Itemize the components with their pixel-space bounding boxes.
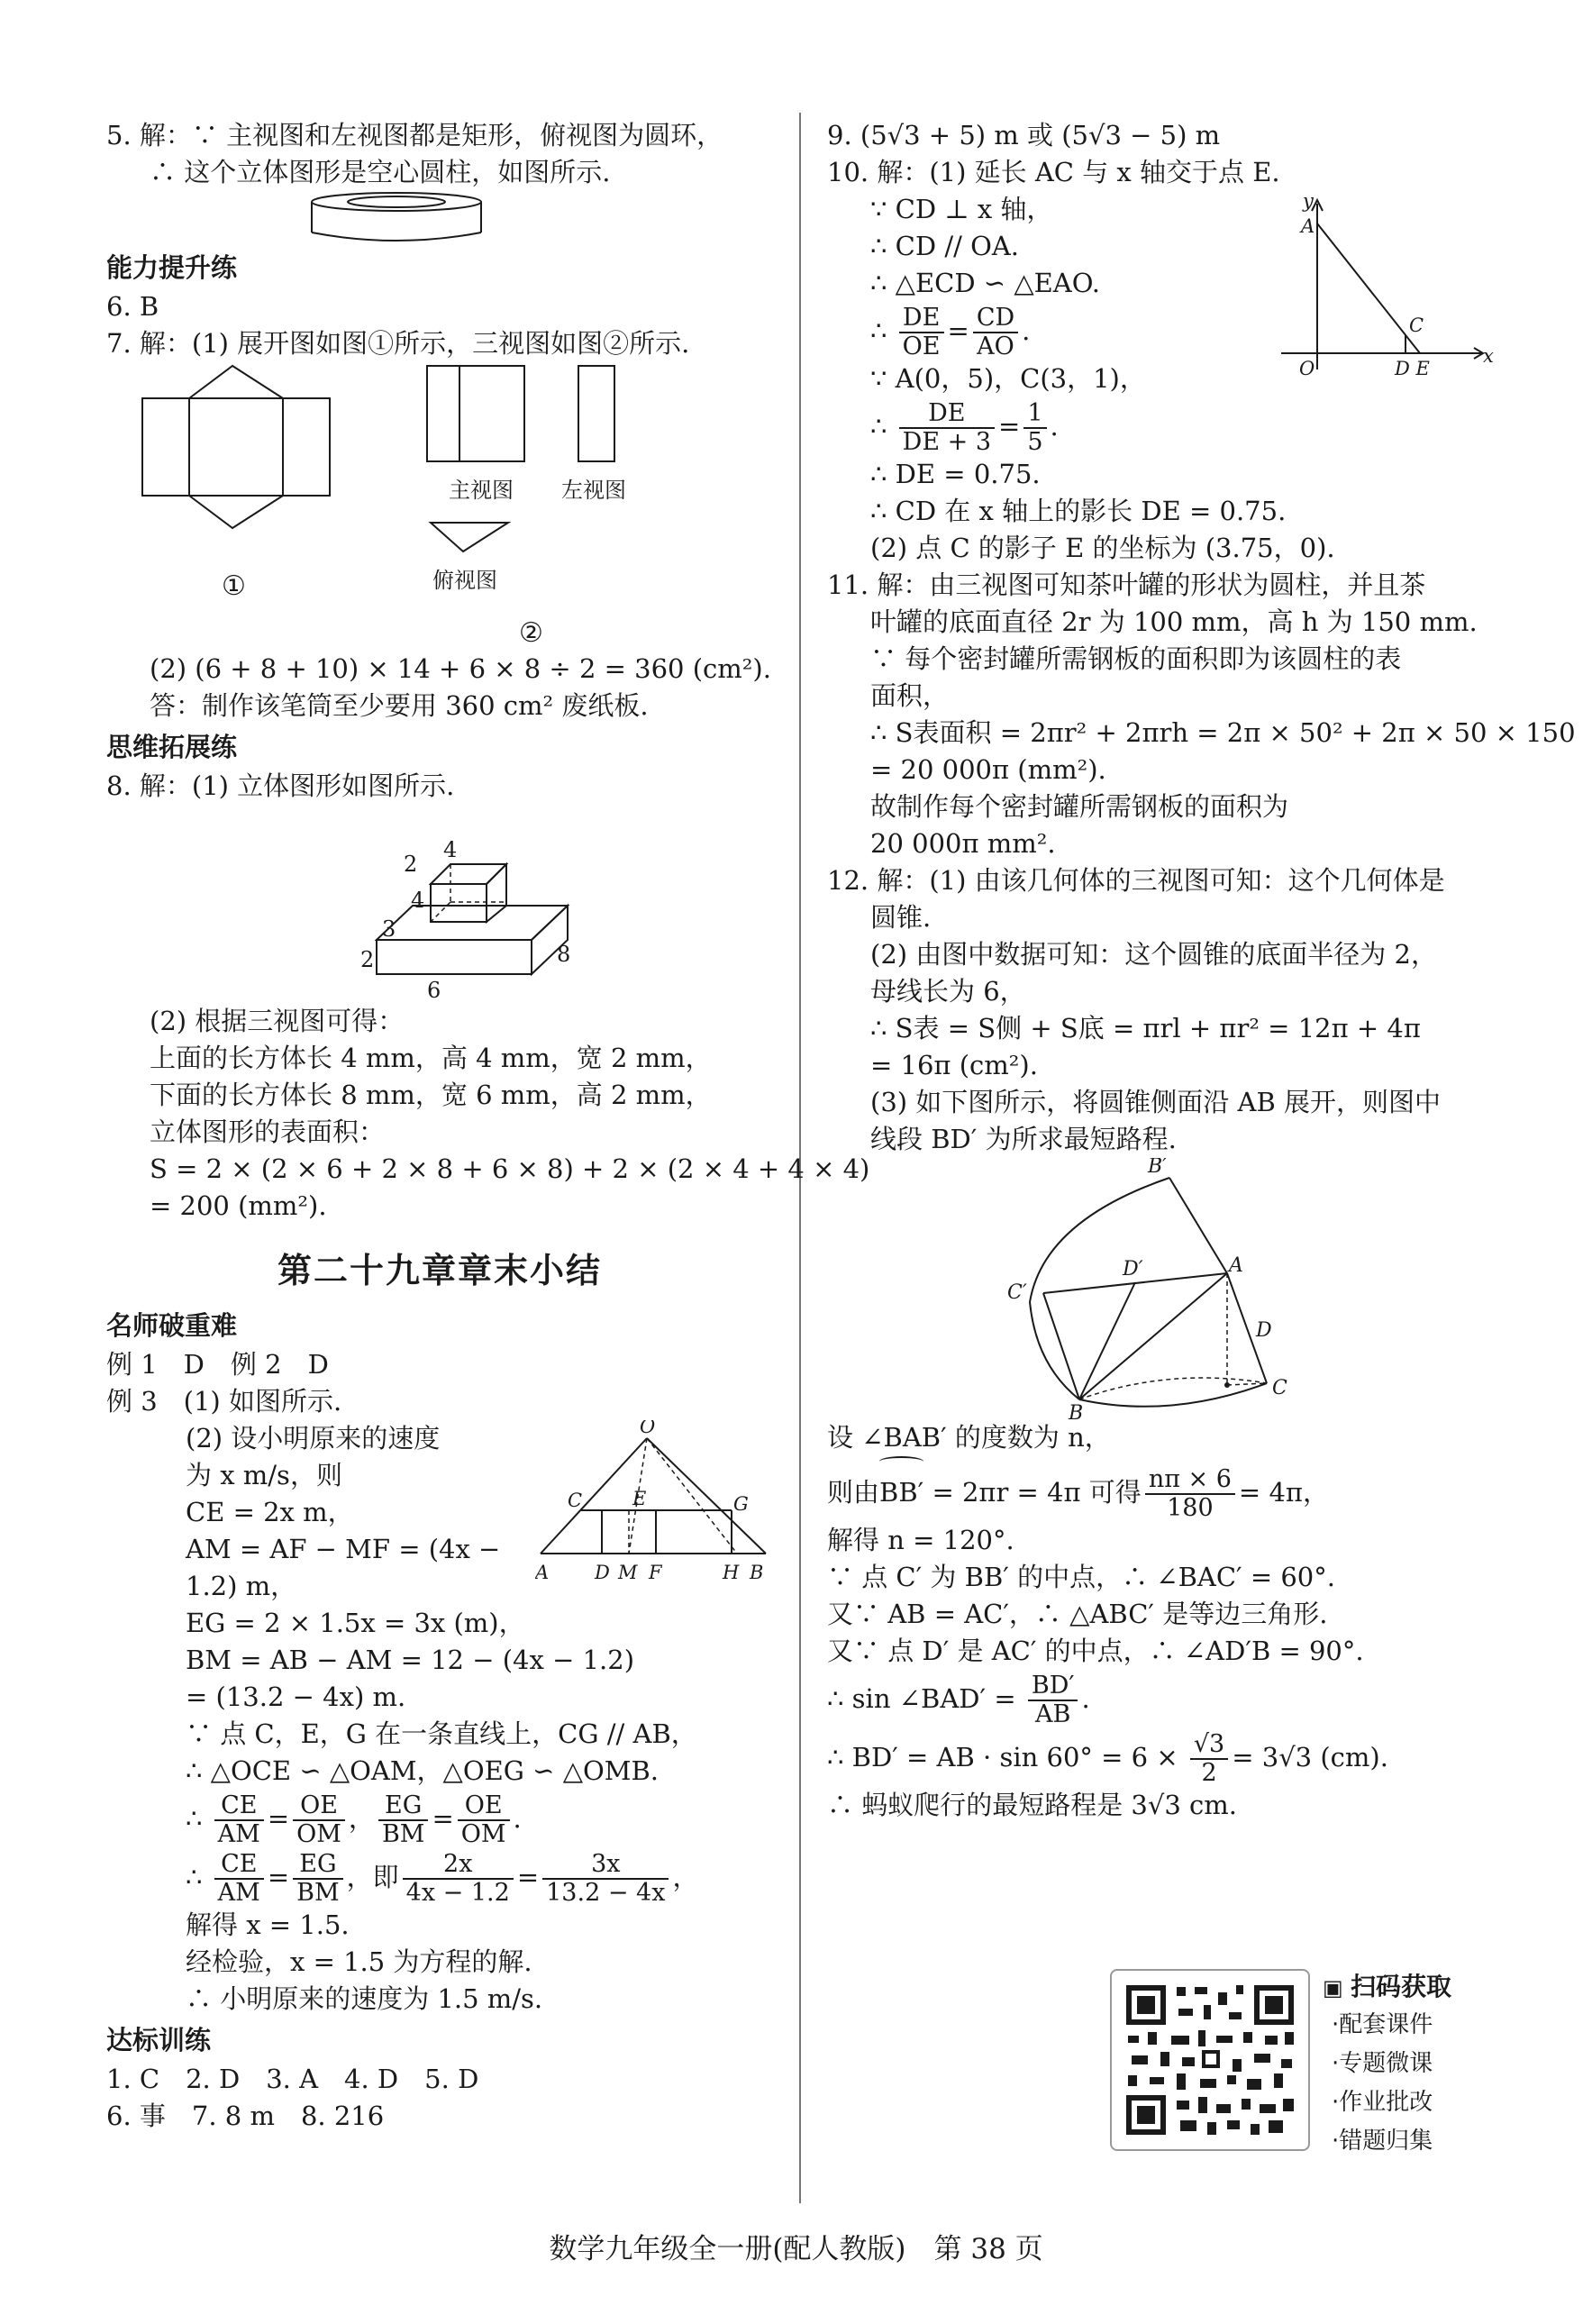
fig8-label-2-bottom: 2: [360, 947, 375, 972]
q7-part2-line1: (2) (6 + 8 + 10) × 14 + 6 × 8 ÷ 2 = 360 (cm²).: [150, 653, 771, 684]
ex3-line6: EG = 2 × 1.5x = 3x (m)，: [186, 1608, 525, 1638]
fraction: [378, 1792, 429, 1848]
arc-bb-prime: [879, 1456, 923, 1521]
fraction: [293, 1792, 345, 1848]
denominator: 2: [1201, 1759, 1217, 1787]
ex3-proportion-2: ∴ $\frac{CE}{AM}$ = $\frac{EG}{BM}$ ，即 $\frac{2x}{4x - 1.2}$ = $\frac{3x}{13.2 - 4x}$ ，: [186, 1850, 699, 1907]
denominator: OE: [902, 333, 941, 360]
section-ability: 能力提升练: [106, 252, 238, 283]
fraction: [1028, 1672, 1078, 1728]
bd-text: ∴ BD′ = AB · sin 60° = 6 ×: [827, 1742, 1178, 1773]
q11-line5: ∴ S表面积 = 2πr² + 2πrh = 2π × 50² + 2π × 50 × 150: [870, 717, 1576, 748]
qr-item-microlesson: ·专题微课: [1332, 2050, 1433, 2077]
fraction: [1023, 400, 1046, 456]
ex3-line3: CE = 2x m，: [186, 1497, 354, 1527]
fig-ex3-M: M: [618, 1562, 638, 1583]
q5-line2: ∴ 这个立体图形是空心圆柱，如图所示.: [150, 157, 611, 187]
fig-ex3-A: A: [535, 1562, 550, 1583]
qr-side-panel: [1323, 1969, 1488, 2161]
q8-part2-line3: 下面的长方体长 8 mm，宽 6 mm，高 2 mm，: [150, 1080, 712, 1110]
namely-text: 即: [372, 1862, 399, 1892]
therefore-symbol: ∴: [870, 315, 887, 346]
numerator: CD: [973, 305, 1018, 333]
q8-part2-line2: 上面的长方体长 4 mm，高 4 mm，宽 2 mm，: [150, 1043, 712, 1073]
denominator: 4x − 1.2: [405, 1879, 510, 1907]
denominator: OM: [460, 1820, 506, 1848]
ex3-proportion-1: ∴ $\frac{CE}{AM}$ = $\frac{OE}{OM}$ ， $\frac{EG}{BM}$ = $\frac{OE}{OM}$ .: [186, 1791, 522, 1848]
fig10-DE: D E: [1395, 358, 1430, 379]
numerator: nπ × 6: [1145, 1466, 1235, 1495]
numerator: 3x: [542, 1851, 669, 1880]
numerator: CE: [214, 1851, 264, 1880]
fig10-O: O: [1299, 358, 1315, 379]
denominator: BM: [296, 1879, 340, 1907]
fig8-label-3: 3: [382, 916, 396, 942]
q12-sine: [827, 1670, 1494, 1728]
fraction: [293, 1851, 343, 1907]
fig-ex3-C: C: [568, 1490, 583, 1511]
q10-proportion-2: ∴ $\frac{DE}{DE + 3}$ = $\frac{1}{5}$ .: [870, 399, 1059, 456]
ex3-line8: = (13.2 − 4x) m.: [186, 1681, 406, 1712]
fig8-label-6: 6: [427, 978, 441, 1003]
section-thinking: 思维拓展练: [106, 732, 238, 762]
q6-answer: 6. B: [106, 291, 159, 322]
fig8-label-8: 8: [557, 942, 571, 967]
q11-line8: 20 000π mm².: [870, 828, 1056, 859]
q10-proportion-1: ∴ $\frac{DE}{OE}$ = $\frac{CD}{AO}$ .: [870, 304, 1031, 360]
q10-end-3: (2) 点 C 的影子 E 的坐标为 (3.75，0).: [870, 533, 1335, 563]
q12-line2: 圆锥.: [870, 902, 932, 933]
therefore-symbol: ∴: [186, 1862, 203, 1892]
fig8-label-4-top: 4: [443, 837, 458, 862]
fig-ex3-D: D: [595, 1562, 610, 1583]
q12-step-2: 解得 n = 120°.: [827, 1525, 1014, 1555]
fig10-C: C: [1409, 314, 1424, 336]
q12-line6: = 16π (cm²).: [870, 1050, 1038, 1080]
ex3-end-3: ∴ 小明原来的速度为 1.5 m/s.: [186, 1983, 543, 2014]
fraction: [1145, 1466, 1235, 1522]
ex3-line5: 1.2) m，: [186, 1571, 297, 1601]
numerator: OE: [458, 1792, 510, 1821]
fig-ex3-E: E: [632, 1488, 647, 1509]
fig8-label-4-side: 4: [411, 888, 425, 913]
q8-part2-line1: (2) 根据三视图可得：: [150, 1006, 405, 1036]
fig-ex3-G: G: [733, 1493, 749, 1515]
fraction: [1190, 1731, 1228, 1787]
arc-result-text: = 4π，: [1238, 1477, 1329, 1508]
q12-step-3: ∵ 点 C′ 为 BB′ 的中点，∴ ∠BAC′ = 60°.: [827, 1562, 1335, 1592]
q10-coords: ∵ A(0，5)，C(3，1)，: [870, 363, 1146, 394]
page-footer: 数学九年级全一册(配人教版) 第 38 页: [549, 2233, 1043, 2265]
fraction: [899, 400, 995, 456]
q12-line3: (2) 由图中数据可知：这个圆锥的底面半径为 2，: [870, 939, 1437, 970]
fig12-A: A: [1229, 1254, 1243, 1277]
fig12-D: D: [1256, 1319, 1272, 1342]
label-main-view: 主视图: [449, 478, 514, 503]
answers-1-5: 1. C 2. D 3. A 4. D 5. D: [106, 2064, 479, 2094]
fig-ex3-B: B: [750, 1562, 764, 1583]
arc-mark: [879, 1456, 923, 1467]
q10-end-1: ∴ DE = 0.75.: [870, 459, 1041, 489]
fraction: [214, 1792, 264, 1848]
fig10-x: x: [1483, 345, 1494, 367]
ex3-line9: ∵ 点 C，E，G 在一条直线上，CG // AB，: [186, 1718, 697, 1749]
q8-part1: 8. 解：(1) 立体图形如图所示.: [106, 770, 455, 801]
q12-step-5: 又∵ 点 D′ 是 AC′ 的中点，∴ ∠AD′B = 90°.: [827, 1636, 1364, 1666]
q12-conclusion: ∴ 蚂蚁爬行的最短路程是 3√3 cm.: [827, 1790, 1237, 1820]
qr-title: [1323, 1969, 1488, 2006]
q9-answer: 9. (5√3 + 5) m 或 (5√3 − 5) m: [827, 120, 1221, 150]
q12-step-1: 设 ∠BAB′ 的度数为 n，: [827, 1422, 1111, 1453]
qr-panel: [1110, 1969, 1488, 2155]
example3-body: [106, 1420, 773, 2018]
denominator: DE + 3: [902, 428, 991, 456]
label-left-view: 左视图: [561, 478, 626, 503]
answers-6-8: 6. 事 7. 8 m 8. 216: [106, 2101, 385, 2131]
ex3-line2: 为 x m/s，则: [186, 1460, 342, 1490]
example3-figure: [535, 1420, 773, 1600]
q7-part1: 7. 解：(1) 展开图如图①所示，三视图如图②所示.: [106, 328, 690, 359]
denominator: 180: [1167, 1494, 1214, 1522]
q8-part2-line6: = 200 (mm²).: [150, 1190, 327, 1221]
q12-arc-equation: [827, 1456, 1494, 1522]
then-text: 则由: [827, 1477, 880, 1508]
numerator: DE: [899, 400, 995, 429]
bd-result: = 3√3 (cm).: [1232, 1742, 1388, 1773]
denominator: OM: [296, 1820, 341, 1848]
q10-line1: ∵ CD ⊥ x 轴，: [870, 194, 1053, 224]
fig10-A: A: [1301, 215, 1315, 237]
fig12-B-prime: B′: [1148, 1158, 1168, 1178]
ex3-line1: (2) 设小明原来的速度: [186, 1423, 441, 1454]
ex3-line7: BM = AB − AM = 12 − (4x − 1.2): [186, 1645, 635, 1675]
fraction: [458, 1792, 510, 1848]
fig12-C: C: [1272, 1377, 1287, 1399]
right-column: [827, 117, 1576, 1824]
numerator: DE: [899, 305, 944, 333]
fig12-B: B: [1069, 1402, 1084, 1419]
q10-body: [827, 191, 1494, 567]
q11-line6: = 20 000π (mm²).: [870, 754, 1106, 785]
q10-end-2: ∴ CD 在 x 轴上的影长 DE = 0.75.: [870, 496, 1287, 526]
hollow-cylinder-figure: [106, 191, 773, 245]
period: .: [1081, 1683, 1090, 1714]
q12-line7: (3) 如下图所示，将圆锥侧面沿 AB 展开，则图中: [870, 1087, 1441, 1117]
ex3-end-1: 解得 x = 1.5.: [186, 1909, 350, 1940]
numerator: EG: [378, 1792, 429, 1821]
numerator: CE: [214, 1792, 264, 1821]
arc-middle-text: = 2πr = 4π 可得: [923, 1477, 1142, 1508]
examples-1-2: 例 1 D 例 2 D: [106, 1349, 329, 1380]
ex3-line10: ∴ △OCE ∽ △OAM，△OEG ∽ △OMB.: [186, 1755, 660, 1786]
q12-line5: ∴ S表 = S侧 + S底 = πrl + πr² = 12π + 4π: [870, 1013, 1421, 1044]
fraction: [973, 305, 1018, 360]
denominator: BM: [381, 1820, 425, 1848]
q12-line8: 线段 BD′ 为所求最短路程.: [870, 1124, 1177, 1154]
sine-text: ∴ sin ∠BAD′ =: [827, 1683, 1016, 1714]
q8-part2-line4: 立体图形的表面积：: [150, 1116, 386, 1147]
denominator: AB: [1035, 1700, 1071, 1728]
fig-ex3-H: H: [723, 1562, 740, 1583]
numerator: 1: [1023, 400, 1046, 429]
book-icon: ▣: [1323, 1975, 1351, 2000]
qr-item-mistakes: ·错题归集: [1332, 2128, 1433, 2155]
numerator: BD′: [1028, 1672, 1078, 1701]
therefore-symbol: ∴: [186, 1803, 203, 1834]
q12-step-4: 又∵ AB = AC′，∴ △ABC′ 是等边三角形.: [827, 1599, 1328, 1629]
numerator: 2x: [403, 1851, 514, 1880]
fig10-y: y: [1303, 191, 1314, 212]
q10-line3: ∴ △ECD ∽ △EAO.: [870, 268, 1101, 298]
denominator: 13.2 − 4x: [546, 1879, 666, 1907]
fig8-label-2-top: 2: [404, 852, 418, 877]
example3-head: 例 3 (1) 如图所示.: [106, 1386, 342, 1417]
q7-figures: [106, 362, 773, 651]
numerator: EG: [293, 1851, 343, 1880]
fraction: [899, 305, 944, 360]
q11-line4: 面积，: [870, 680, 950, 711]
q10-figure: [1278, 191, 1494, 380]
q7-part2-line2: 答：制作该笔筒至少要用 360 cm² 废纸板.: [150, 690, 649, 721]
fig12-D-prime: D′: [1123, 1258, 1143, 1280]
numerator: OE: [293, 1792, 345, 1821]
q10-head: 10. 解：(1) 延长 AC 与 x 轴交于点 E.: [827, 157, 1280, 187]
fig-ex3-F: F: [649, 1562, 662, 1583]
numerator: √3: [1190, 1731, 1228, 1760]
q8-part2-line5: S = 2 × (2 × 6 + 2 × 8 + 6 × 8) + 2 × (2 × 4 + 4 × 4): [150, 1153, 870, 1184]
denominator: AM: [217, 1820, 260, 1848]
q11-line3: ∵ 每个密封罐所需钢板的面积即为该圆柱的表: [870, 643, 1402, 674]
q8-solid-figure: [106, 805, 773, 1003]
q10-line2: ∴ CD // OA.: [870, 231, 1020, 261]
qr-title-text: 扫码获取: [1351, 1972, 1452, 2001]
section-teacher: 名师破重难: [106, 1310, 238, 1341]
ex3-end-2: 经检验，x = 1.5 为方程的解.: [186, 1946, 532, 1977]
q5-line1: 5. 解：∵ 主视图和左视图都是矩形，俯视图为圆环，: [106, 120, 723, 150]
qr-item-courseware: ·配套课件: [1332, 2011, 1433, 2038]
q11-line7: 故制作每个密封罐所需钢板的面积为: [870, 791, 1289, 822]
q11-line1: 11. 解：由三视图可知茶叶罐的形状为圆柱，并且茶: [827, 570, 1426, 600]
fig-ex3-O: O: [640, 1420, 656, 1437]
q12-line4: 母线长为 6，: [870, 976, 1026, 1007]
figure-mark-2: ②: [519, 617, 543, 649]
qr-code[interactable]: [1110, 1969, 1310, 2151]
figure-mark-1: ①: [222, 570, 246, 602]
arc-label: BB′: [879, 1477, 924, 1508]
label-top-view: 俯视图: [432, 568, 497, 593]
q12-line1: 12. 解：(1) 由该几何体的三视图可知：这个几何体是: [827, 865, 1445, 896]
fraction: [403, 1851, 514, 1907]
therefore-symbol: ∴: [870, 411, 887, 442]
q12-bd-prime: [827, 1728, 1494, 1787]
fraction: [542, 1851, 669, 1907]
fraction: [214, 1851, 264, 1907]
ex3-line4: AM = AF − MF = (4x −: [186, 1534, 501, 1564]
cone-unfold-figure: [827, 1158, 1494, 1419]
section-practice: 达标训练: [106, 2025, 212, 2055]
denominator: AM: [217, 1879, 260, 1907]
qr-item-homework: ·作业批改: [1332, 2089, 1433, 2116]
chapter-title: 第二十九章章末小结: [277, 1251, 602, 1290]
fig12-C-prime: C′: [1007, 1281, 1027, 1304]
denominator: 5: [1027, 428, 1043, 456]
q11-line2: 叶罐的底面直径 2r 为 100 mm，高 h 为 150 mm.: [870, 606, 1478, 637]
denominator: AO: [977, 333, 1014, 360]
